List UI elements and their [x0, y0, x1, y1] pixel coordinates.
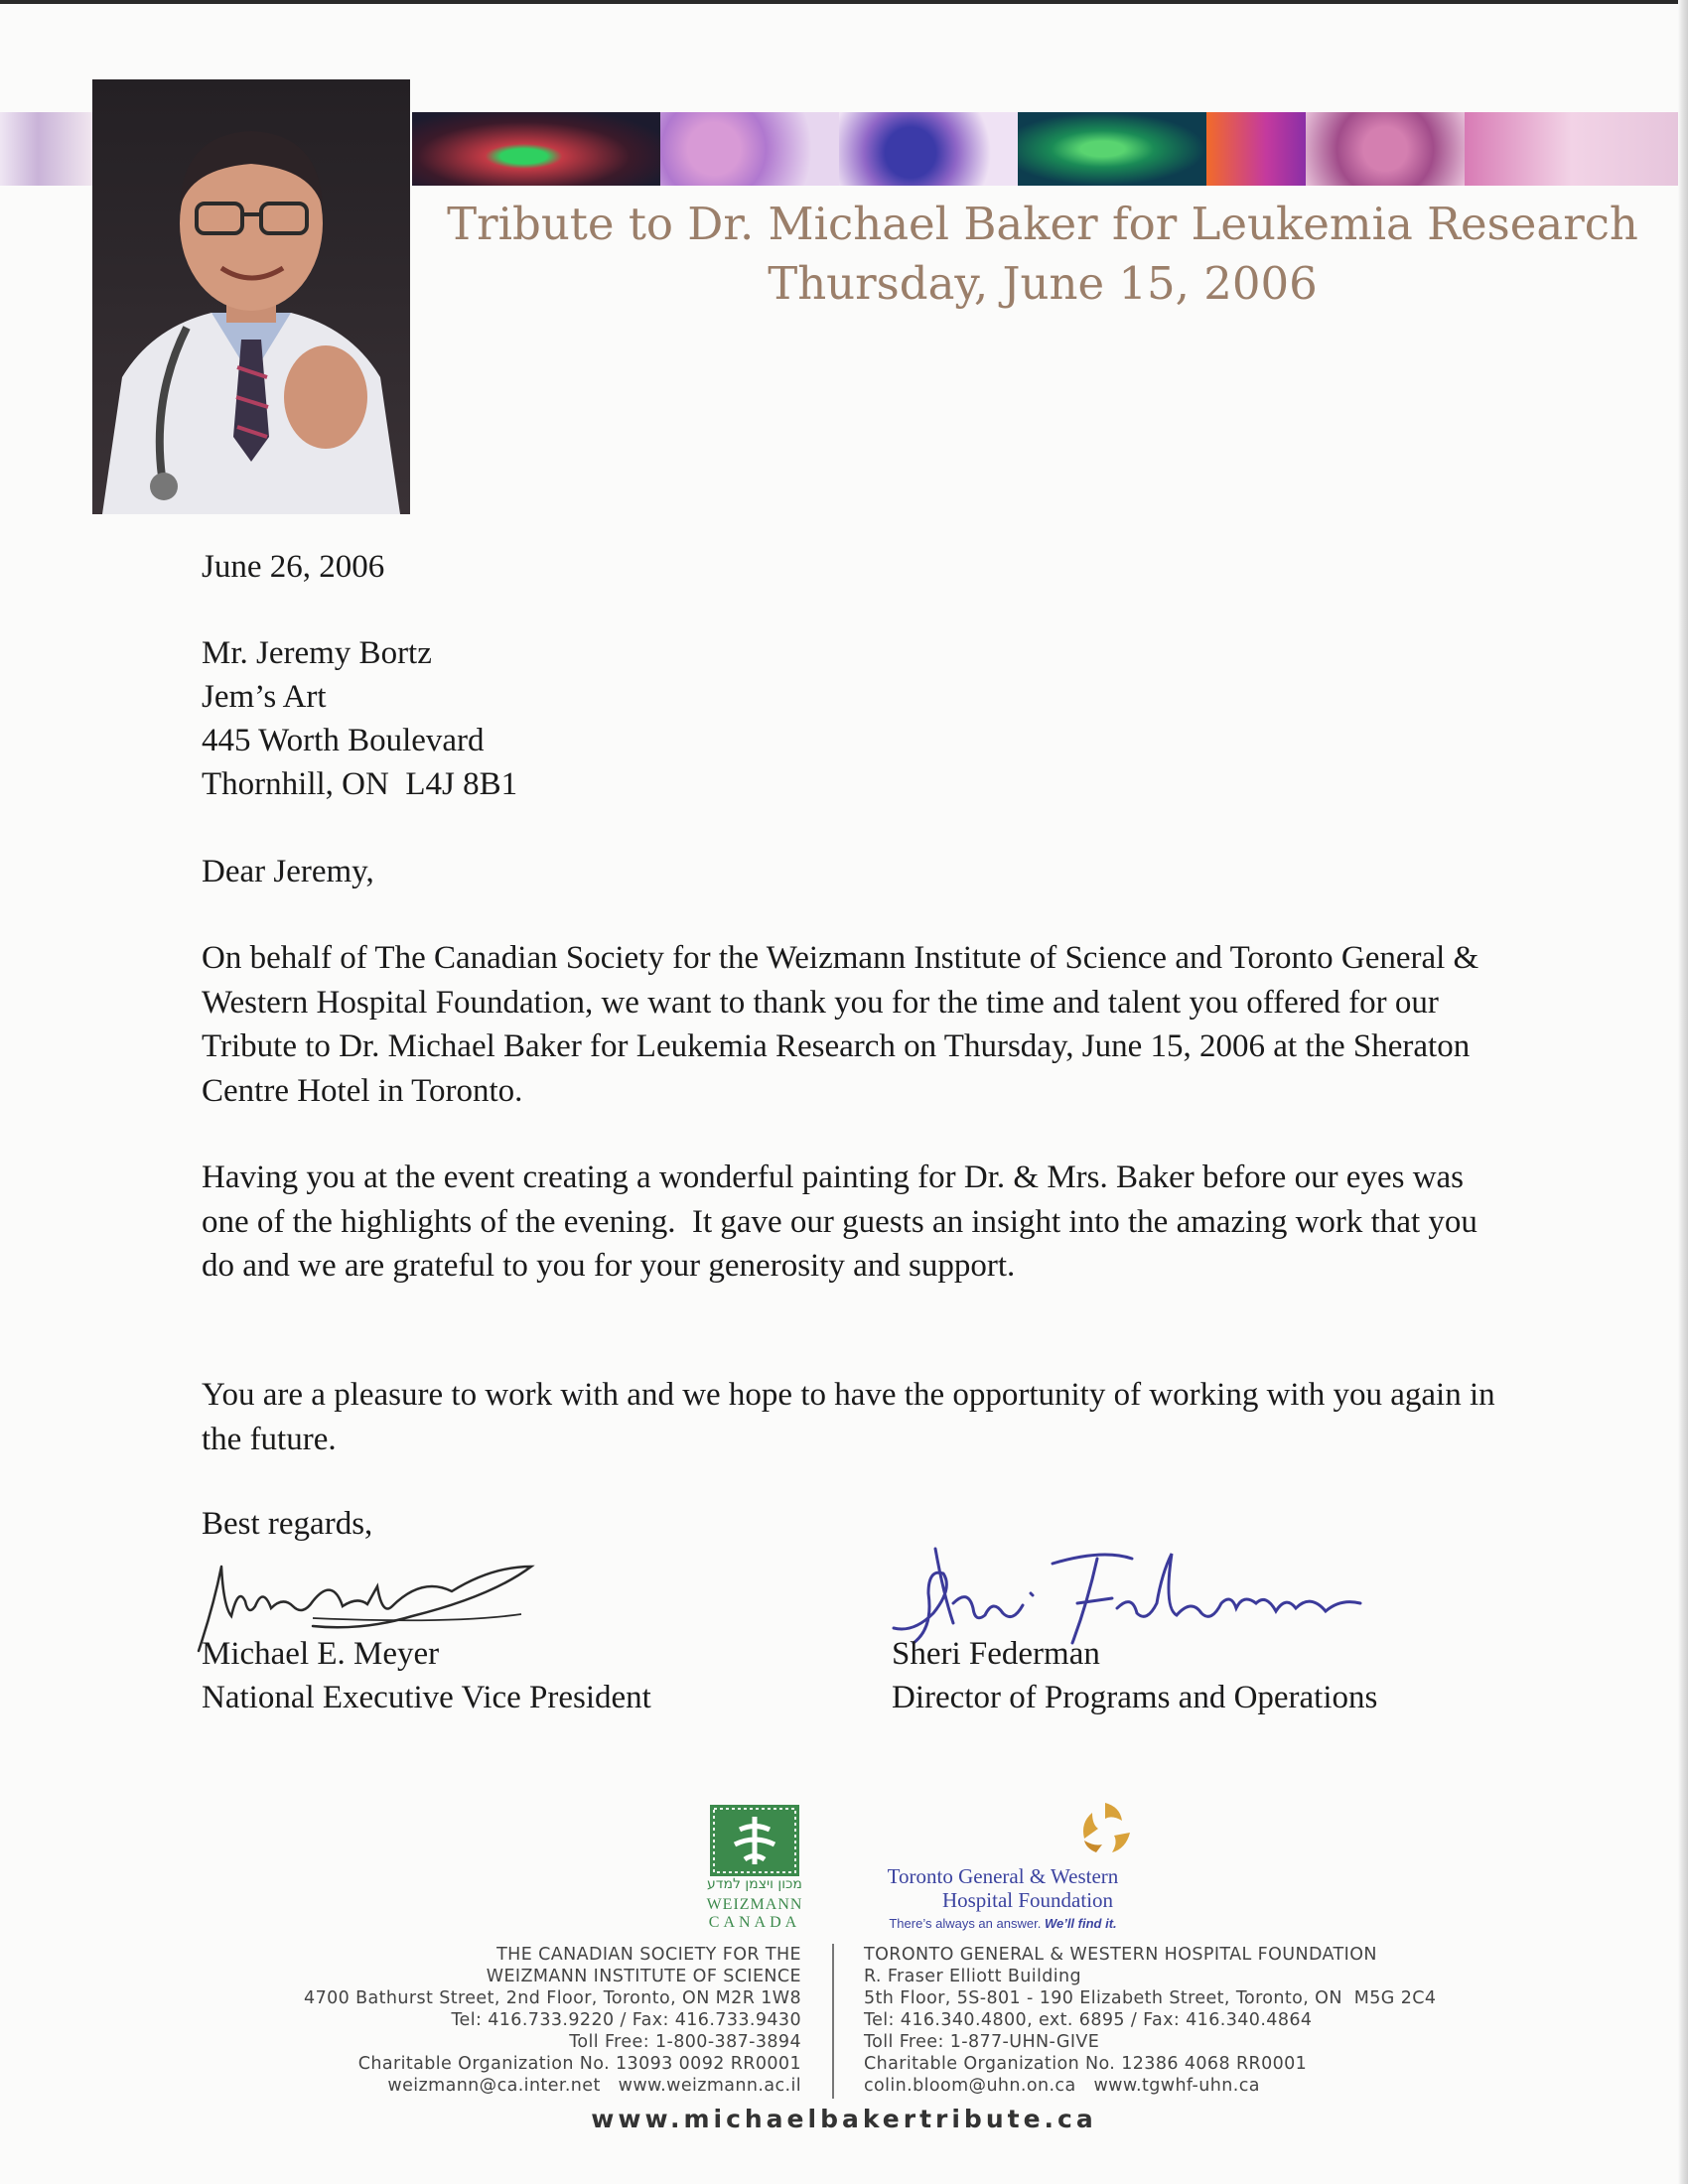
letter-date: June 26, 2006: [202, 549, 385, 585]
tgwhf-name-line: Hospital Foundation: [941, 1888, 1114, 1912]
signer-title: Director of Programs and Operations: [892, 1680, 1378, 1715]
contact-line: 4700 Bathurst Street, 2nd Floor, Toronto, ON M2R 1W8: [304, 1988, 801, 2008]
contact-line: Toll Free: 1-800-387-3894: [569, 2032, 801, 2052]
recipient-address: [202, 631, 517, 806]
signer-block: [202, 1632, 651, 1719]
tgwhf-name-line: Toronto General & Western: [887, 1864, 1119, 1888]
weizmann-contact-block: [304, 1944, 801, 2097]
footer-divider: [832, 1944, 834, 2099]
contact-line: weizmann@ca.inter.net www.weizmann.ac.il: [387, 2076, 801, 2096]
contact-line: Tel: 416.340.4800, ext. 6895 / Fax: 416.340.4864: [864, 2010, 1313, 2030]
weizmann-name: [695, 1896, 814, 1932]
tgwhf-contact-block: [864, 1944, 1436, 2097]
weizmann-hebrew-name: מכון ויצמן למדע: [707, 1876, 802, 1892]
salutation: Dear Jeremy,: [202, 854, 374, 889]
tribute-website-url: www.michaelbakertribute.ca: [591, 2105, 1097, 2133]
contact-line: R. Fraser Elliott Building: [864, 1967, 1082, 1986]
signer-block: [892, 1632, 1377, 1719]
contact-line: TORONTO GENERAL & WESTERN HOSPITAL FOUNDATION: [864, 1945, 1377, 1965]
closing: Best regards,: [202, 1506, 373, 1542]
tgwhf-name: [854, 1864, 1152, 1912]
tgwhf-tagline: [874, 1916, 1132, 1931]
tagline-text: There’s always an answer.: [889, 1916, 1042, 1931]
signer-title: National Executive Vice President: [202, 1680, 651, 1715]
event-date: Thursday, June 15, 2006: [768, 257, 1318, 310]
contact-line: 5th Floor, 5S-801 - 190 Elizabeth Street, Toronto, ON M5G 2C4: [864, 1988, 1437, 2008]
tagline-emphasis: We’ll find it.: [1044, 1916, 1117, 1931]
recipient-city: Thornhill, ON L4J 8B1: [202, 766, 518, 802]
portrait-photo: [92, 79, 410, 514]
contact-line: Charitable Organization No. 12386 4068 RR0001: [864, 2054, 1308, 2074]
event-title: Tribute to Dr. Michael Baker for Leukemia Research: [447, 198, 1638, 250]
tgwhf-logo: [1072, 1797, 1138, 1862]
signer-name: Sheri Federman: [892, 1636, 1100, 1672]
recipient-street: 445 Worth Boulevard: [202, 723, 485, 758]
body-paragraph: On behalf of The Canadian Society for the Weizmann Institute of Science and Toronto General & Western Hospital Foundation, we want to thank you for the time and talent you offered for our Tribute to Dr. Michael Baker for Leukemia Research on Thursday, June 15, 2006 at the Sheraton Centre Hotel in Toronto.: [202, 940, 1479, 1109]
weizmann-name-line: CANADA: [708, 1914, 801, 1931]
signer-name: Michael E. Meyer: [202, 1636, 440, 1672]
contact-line: Tel: 416.733.9220 / Fax: 416.733.9430: [451, 2010, 801, 2030]
body-paragraph: Having you at the event creating a wonderful painting for Dr. & Mrs. Baker before our eyes was one of the highlights of the evening. It gave our guests an insight into the amazing work that you do and we are grateful to you for your generosity and support.: [202, 1160, 1486, 1284]
contact-line: Charitable Organization No. 13093 0092 RR0001: [357, 2054, 801, 2074]
body-paragraph: You are a pleasure to work with and we hope to have the opportunity of working with you again in the future.: [202, 1377, 1495, 1457]
recipient-name: Mr. Jeremy Bortz: [202, 635, 432, 671]
letterhead-title: [422, 195, 1663, 314]
contact-line: colin.bloom@uhn.on.ca www.tgwhf-uhn.ca: [864, 2076, 1260, 2096]
scan-edge: [0, 0, 1688, 4]
contact-line: THE CANADIAN SOCIETY FOR THE: [496, 1945, 801, 1965]
contact-line: Toll Free: 1-877-UHN-GIVE: [864, 2032, 1100, 2052]
recipient-company: Jem’s Art: [202, 679, 327, 715]
weizmann-logo: [710, 1805, 799, 1876]
scan-edge: [1678, 0, 1688, 2184]
weizmann-name-line: WEIZMANN: [706, 1896, 803, 1913]
contact-line: WEIZMANN INSTITUTE OF SCIENCE: [486, 1967, 801, 1986]
